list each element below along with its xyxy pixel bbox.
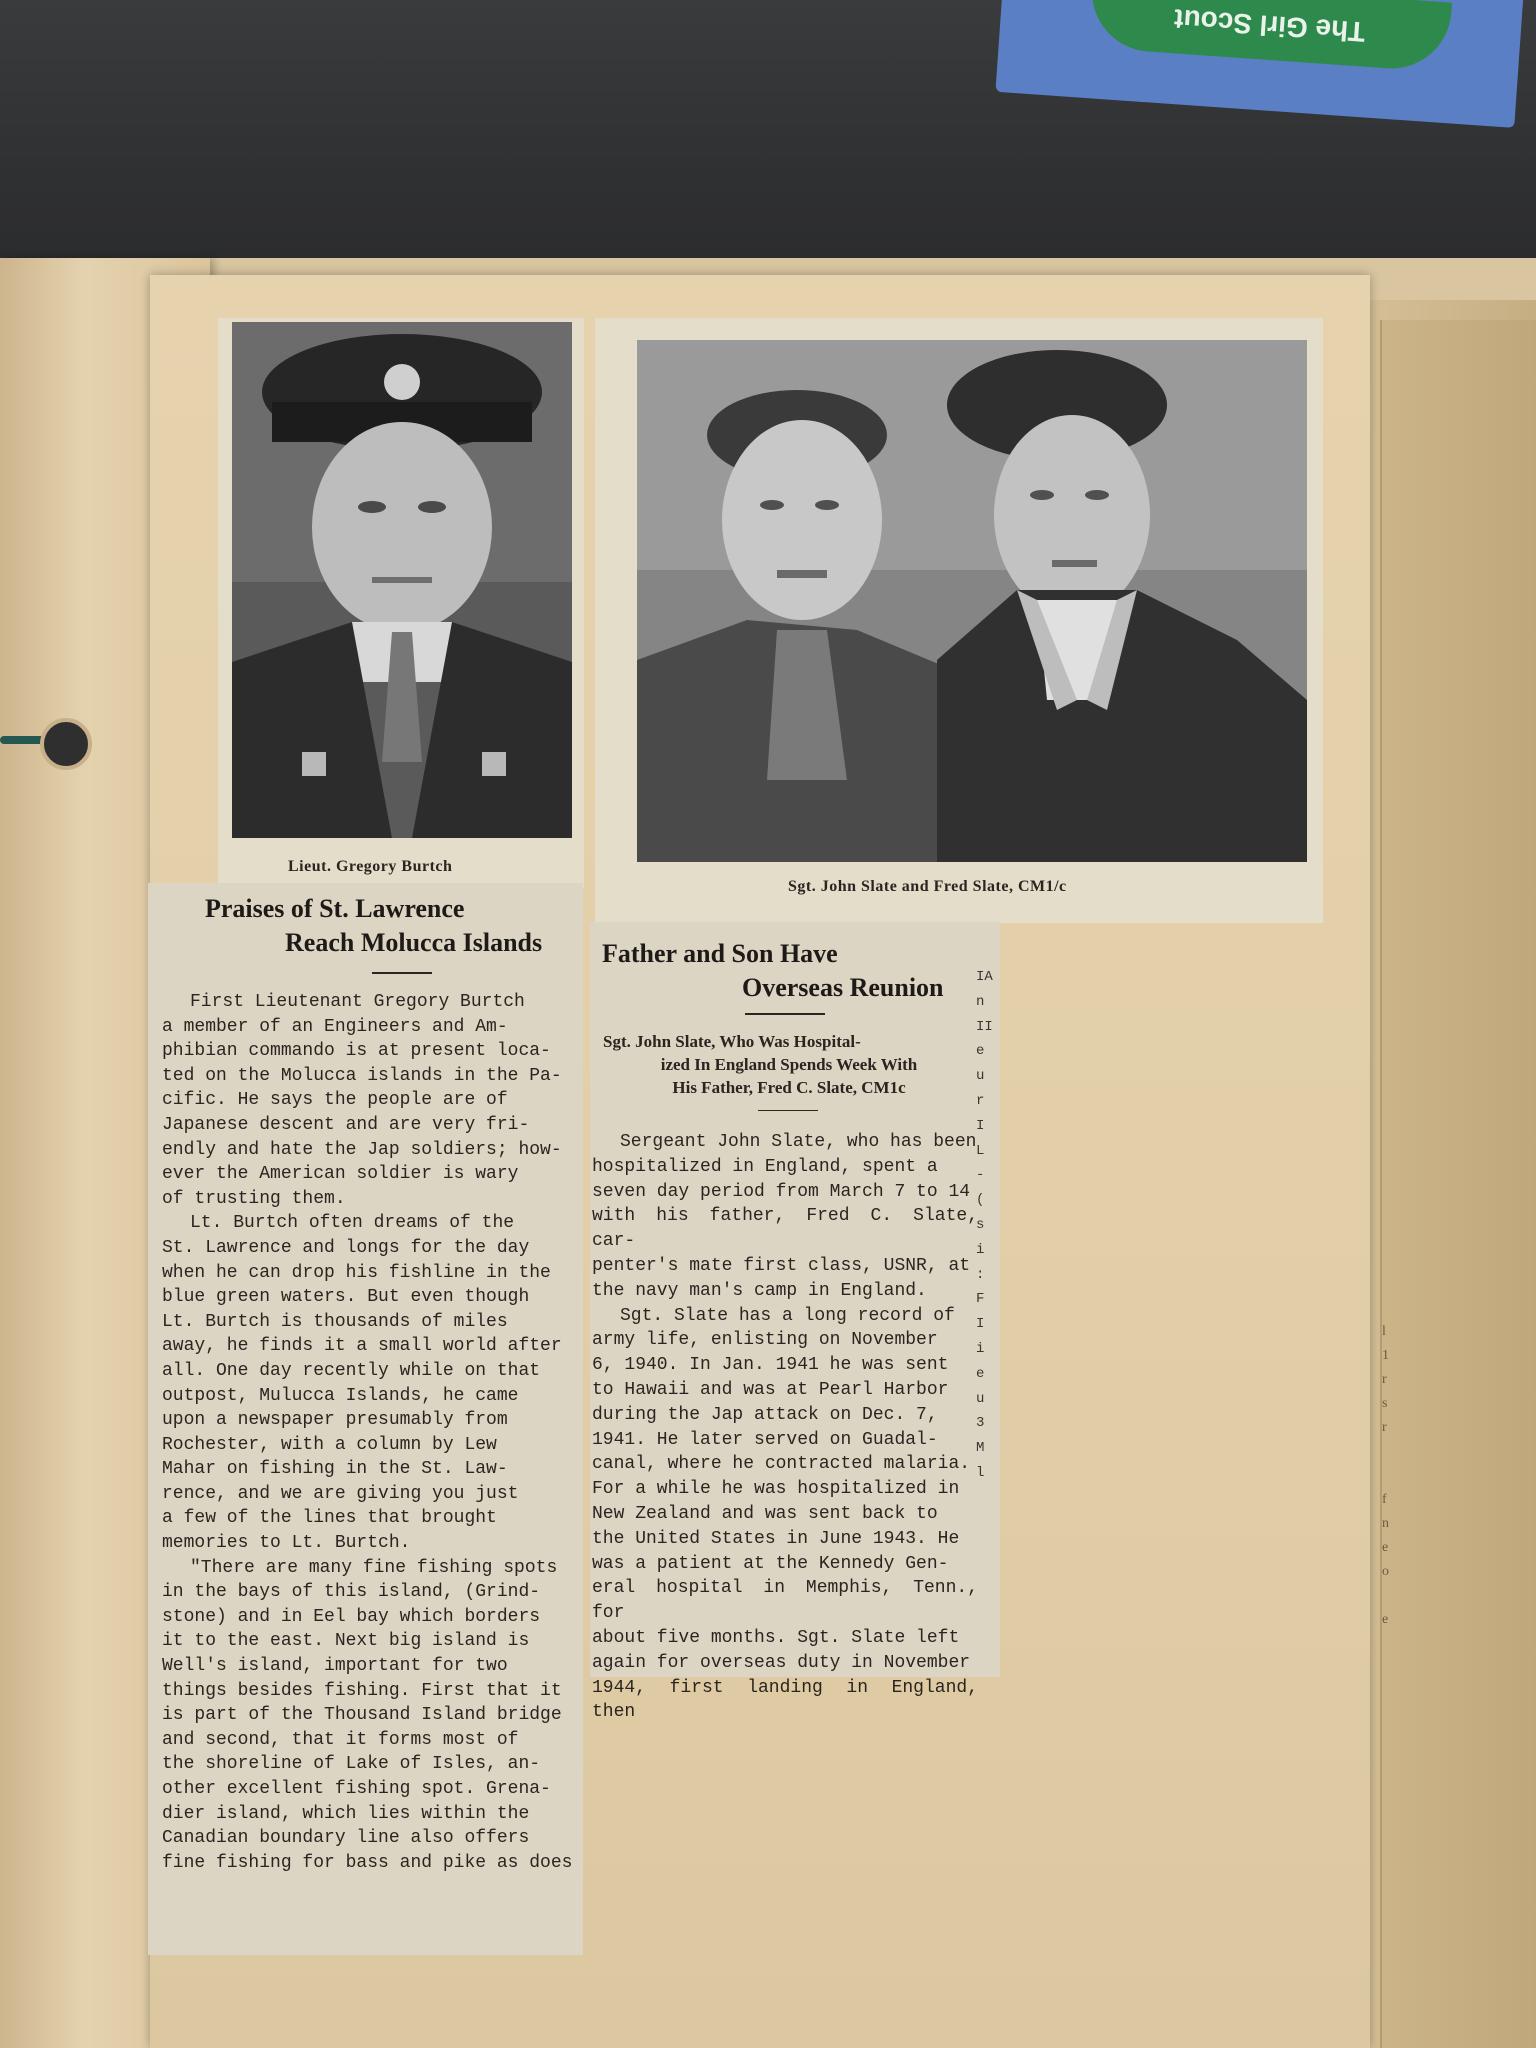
article-line: ever the American soldier is wary xyxy=(162,1164,519,1185)
subhead-line: Sgt. John Slate, Who Was Hospital- xyxy=(603,1032,861,1051)
article-line: Sergeant John Slate, who has been xyxy=(620,1132,977,1152)
article-line: New Zealand and was sent back to xyxy=(592,1503,938,1524)
article-line: away, he finds it a small world after xyxy=(162,1336,562,1357)
article-line: to Hawaii and was at Pearl Harbor xyxy=(592,1379,949,1400)
article-line: outpost, Mulucca Islands, he came xyxy=(162,1385,519,1406)
article-line: and second, that it forms most of xyxy=(162,1729,519,1750)
headline-rule-left xyxy=(372,972,432,974)
article-line: army life, enlisting on November xyxy=(592,1330,938,1351)
subhead-line: His Father, Fred C. Slate, CM1c xyxy=(672,1078,906,1097)
article-line: Lt. Burtch often dreams of the xyxy=(190,1213,515,1234)
headline-burtch-line1: Praises of St. Lawrence xyxy=(205,894,465,923)
article-line: hospitalized in England, spent a xyxy=(592,1156,938,1177)
article-line: things besides fishing. First that it xyxy=(162,1680,562,1701)
page-edge-inner xyxy=(1380,320,1536,2048)
article-line: canal, where he contracted malaria. xyxy=(592,1454,971,1475)
article-line: St. Lawrence and longs for the day xyxy=(162,1237,530,1258)
article-line: seven day period from March 7 to 14 xyxy=(592,1181,971,1202)
article-line: during the Jap attack on Dec. 7, xyxy=(592,1404,938,1425)
article-line: Rochester, with a column by Lew xyxy=(162,1434,497,1455)
headline-rule-right xyxy=(745,1013,825,1015)
article-line: 6, 1940. In Jan. 1941 he was sent xyxy=(592,1355,949,1376)
article-line: ted on the Molucca islands in the Pa- xyxy=(162,1065,562,1086)
article-line: is part of the Thousand Island bridge xyxy=(162,1705,562,1726)
article-line: blue green waters. But even though xyxy=(162,1287,530,1308)
subhead-rule xyxy=(758,1110,818,1111)
article-line: dier island, which lies within the xyxy=(162,1803,530,1824)
portrait-burtch-image xyxy=(232,322,572,838)
article-line: phibian commando is at present loca- xyxy=(162,1041,551,1062)
article-body-slate xyxy=(592,1130,978,1725)
article-line: "There are many fine fishing spots xyxy=(190,1557,558,1578)
portrait-slate-image xyxy=(637,340,1307,862)
article-line: it to the east. Next big island is xyxy=(162,1631,530,1652)
caption-slate: Sgt. John Slate and Fred Slate, CM1/c xyxy=(788,878,1067,895)
article-line: Well's island, important for two xyxy=(162,1656,508,1677)
article-line: a few of the lines that brought xyxy=(162,1508,497,1529)
article-line: the shoreline of Lake of Isles, an- xyxy=(162,1754,541,1775)
article-line: in the bays of this island, (Grind- xyxy=(162,1582,541,1603)
article-line: eral hospital in Memphis, Tenn., for xyxy=(592,1578,978,1624)
article-line: other excellent fishing spot. Grena- xyxy=(162,1779,551,1799)
article-line: stone) and in Eel bay which borders xyxy=(162,1606,541,1627)
article-line: with his father, Fred C. Slate, car- xyxy=(592,1206,978,1252)
article-line: a member of an Engineers and Am- xyxy=(162,1016,508,1037)
article-line: was a patient at the Kennedy Gen- xyxy=(592,1553,949,1574)
article-line: Sgt. Slate has a long record of xyxy=(620,1305,955,1326)
article-line: Mahar on fishing in the St. Law- xyxy=(162,1459,508,1480)
headline-burtch-line2: Reach Molucca Islands xyxy=(285,928,543,957)
headline-slate-line1: Father and Son Have xyxy=(602,939,838,968)
portrait-burtch xyxy=(232,322,572,838)
binder-hole xyxy=(40,718,92,770)
article-line: memories to Lt. Burtch. xyxy=(162,1533,411,1554)
article-line: cific. He says the people are of xyxy=(162,1090,508,1111)
headline-burtch xyxy=(205,892,542,960)
article-line: of trusting them. xyxy=(162,1188,346,1209)
article-line: upon a newspaper presumably from xyxy=(162,1410,508,1431)
article-line: 1944, first landing in England, then xyxy=(592,1677,978,1723)
caption-burtch: Lieut. Gregory Burtch xyxy=(288,858,453,875)
article-line: about five months. Sgt. Slate left xyxy=(592,1627,960,1648)
article-line: Canadian boundary line also offers xyxy=(162,1828,530,1849)
subhead-slate xyxy=(603,1030,975,1099)
article-line: For a while he was hospitalized in xyxy=(592,1479,960,1500)
article-line: endly and hate the Jap soldiers; how- xyxy=(162,1139,562,1160)
article-line: First Lieutenant Gregory Burtch xyxy=(190,992,525,1012)
subhead-line: ized In England Spends Week With xyxy=(660,1055,918,1074)
box-label-text: The Girl Scout xyxy=(1173,3,1367,48)
article-line: all. One day recently while on that xyxy=(162,1360,541,1381)
article-line: again for overseas duty in November xyxy=(592,1652,971,1673)
article-line: the navy man's camp in England. xyxy=(592,1280,927,1301)
article-line: the United States in June 1943. He xyxy=(592,1528,960,1549)
page-edge-marks: l 1 r s r f n e o e xyxy=(1382,1324,1389,1627)
bleed-through-text: IA n II e u r I L - ( s i : F I i e u 3 M l xyxy=(976,969,993,1481)
article-line: Lt. Burtch is thousands of miles xyxy=(162,1311,508,1332)
article-line: penter's mate first class, USNR, at xyxy=(592,1255,971,1276)
headline-slate xyxy=(602,937,944,1005)
headline-slate-line2: Overseas Reunion xyxy=(742,973,944,1002)
article-line: fine fishing for bass and pike as does xyxy=(162,1852,573,1873)
article-line: Japanese descent and are very fri- xyxy=(162,1114,530,1135)
article-line: when he can drop his fishline in the xyxy=(162,1262,551,1283)
portrait-slate xyxy=(637,340,1307,862)
article-line: rence, and we are giving you just xyxy=(162,1483,519,1504)
article-body-burtch xyxy=(162,990,580,1875)
article-line: 1941. He later served on Guadal- xyxy=(592,1429,938,1450)
